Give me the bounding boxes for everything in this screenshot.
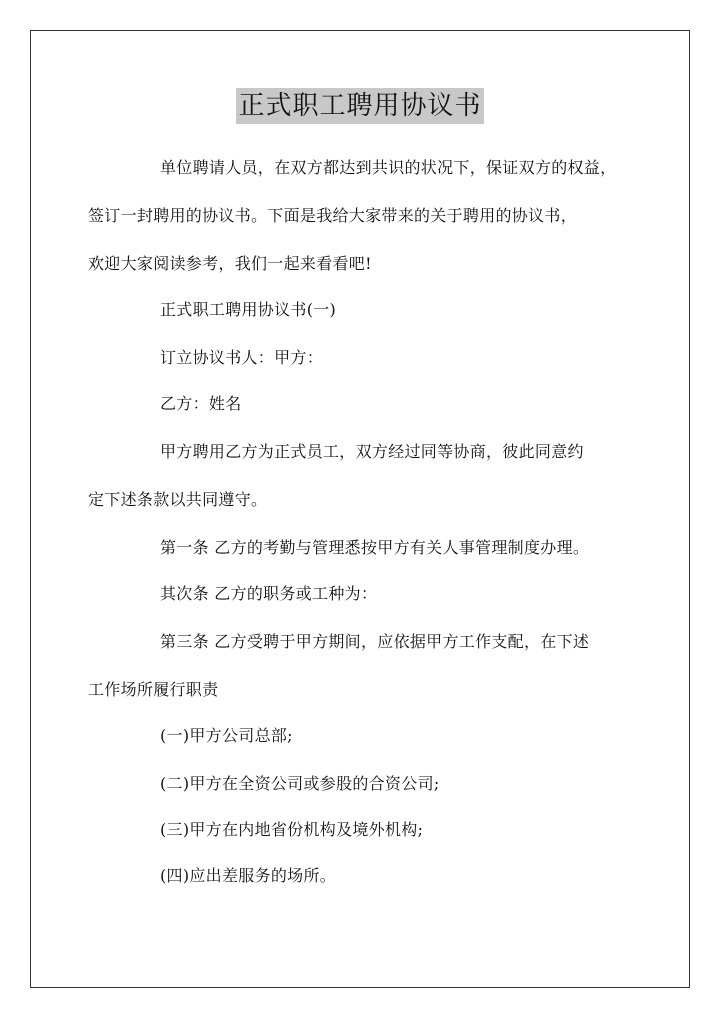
intro-line-3: 欢迎大家阅读参考，我们一起来看看吧! xyxy=(88,254,372,273)
document-title: 正式职工聘用协议书 xyxy=(236,88,483,124)
workplace-item-4: (四)应出差服务的场所。 xyxy=(160,866,337,885)
workplace-item-3: (三)甲方在内地省份机构及境外机构; xyxy=(160,820,424,839)
agreement-line-1: 甲方聘用乙方为正式员工，双方经过同等协商，彼此同意约 xyxy=(160,442,584,461)
title-container xyxy=(0,88,720,124)
party-b-line: 乙方：姓名 xyxy=(160,394,242,413)
article-1: 第一条 乙方的考勤与管理悉按甲方有关人事管理制度办理。 xyxy=(160,538,590,557)
agreement-line-2: 定下述条款以共同遵守。 xyxy=(88,490,268,509)
article-2: 其次条 乙方的职务或工种为： xyxy=(160,584,378,603)
workplace-item-1: (一)甲方公司总部; xyxy=(160,726,293,745)
section-heading: 正式职工聘用协议书(一) xyxy=(160,300,337,319)
party-a-line: 订立协议书人：甲方： xyxy=(160,348,324,367)
intro-line-1: 单位聘请人员，在双方都达到共识的状况下，保证双方的权益， xyxy=(160,158,617,177)
workplace-item-2: (二)甲方在全资公司或参股的合资公司; xyxy=(160,774,440,793)
article-3-line-2: 工作场所履行职责 xyxy=(88,680,219,699)
article-3-line-1: 第三条 乙方受聘于甲方期间，应依据甲方工作支配，在下述 xyxy=(160,632,590,651)
intro-line-2: 签订一封聘用的协议书。下面是我给大家带来的关于聘用的协议书， xyxy=(88,206,578,225)
